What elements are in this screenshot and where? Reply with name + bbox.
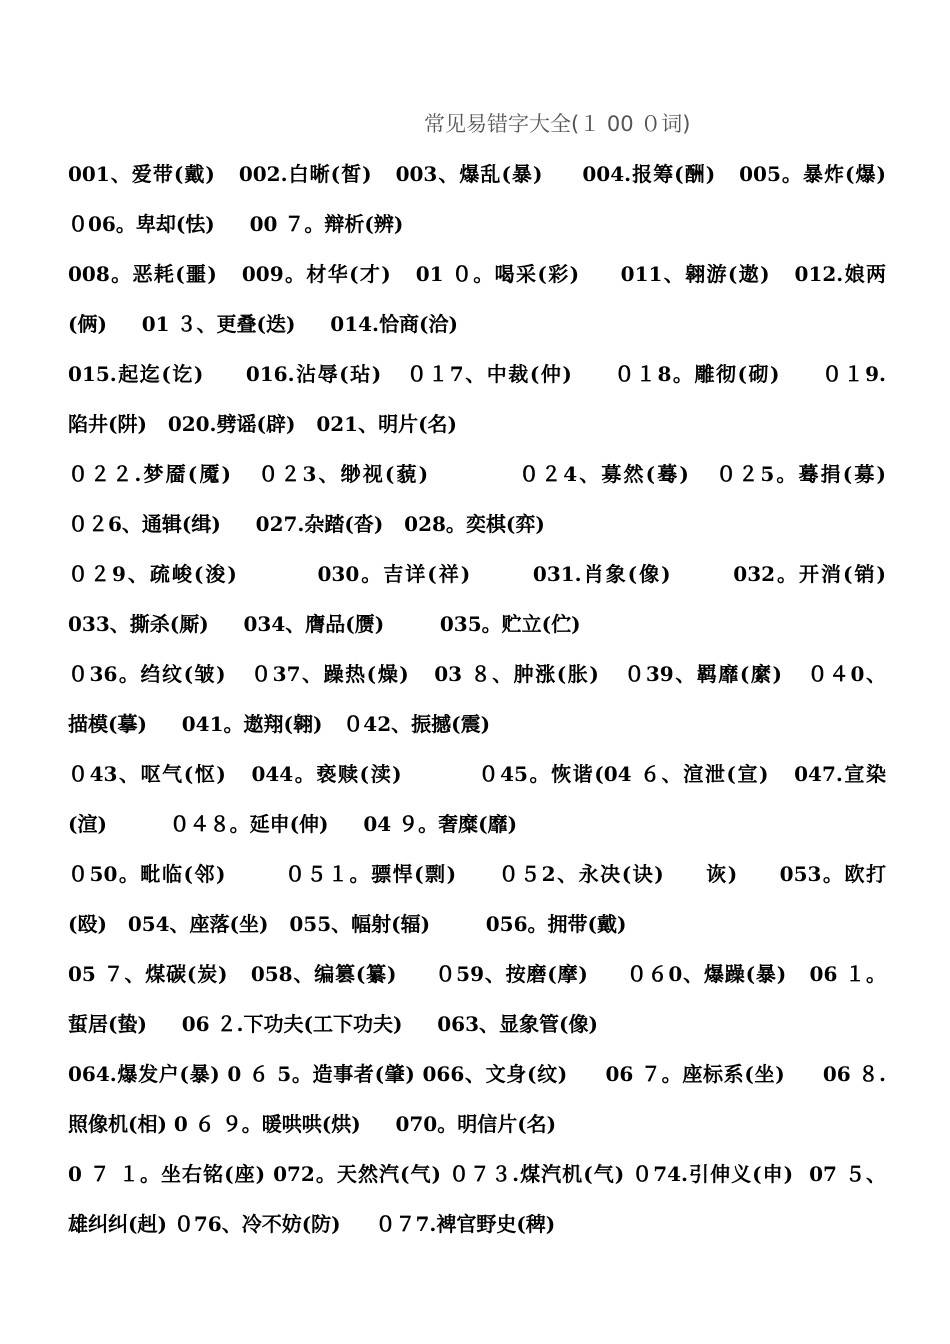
text-line: ０43、呕气(怄) 044。亵赎(渎) ０45。恢谐(04 ６、渲泄(宣) 047.宣染	[68, 762, 886, 786]
text-line: 蜇居(蛰) 06 ２.下功夫(工下功夫) 063、显象管(像)	[68, 1012, 598, 1036]
text-line: (渲) ０４８。延申(伸) 04 ９。奢糜(靡)	[68, 812, 518, 836]
text-line: ０２２.梦靥(魇) ０２3、缈视(藐) ０２4、募然(蓦) ０２5。蓦捐(募)	[68, 462, 886, 486]
text-line: 雄纠纠(赳) ０76、冷不妨(防) ０７7.裨官野史(稗)	[68, 1212, 556, 1236]
text-line: 陷井(阱) 020.劈谣(辟) 021、明片(名)	[68, 412, 458, 436]
text-line: (殴) 054、座落(坐) 055、幅射(辐) 056。拥带(戴)	[68, 912, 627, 936]
text-line: ０06。卑却(怯) 00 ７。辩析(辨)	[68, 212, 404, 236]
text-line: 015.起迄(讫) 016.沾辱(玷) ０１7、中裁(仲) ０１8。雕彻(砌) ０１9.	[68, 362, 886, 386]
document-title: 常见易错字大全(１ 00 ０词)	[424, 112, 691, 136]
text-line: 033、撕杀(厮) 034、膺品(赝) 035。贮立(伫)	[68, 612, 581, 636]
document-body	[68, 154, 886, 1254]
text-line: ０50。毗临(邻) ０５１。骠悍(剽) ０５2、永决(诀) 诙) 053。欧打	[68, 862, 886, 886]
text-line: ０２6、通辑(缉) 027.杂踏(沓) 028。奕棋(弈)	[68, 512, 545, 536]
text-line: 05 ７、煤碳(炭) 058、编篡(纂) ０59、按磨(摩) ０６0、爆躁(暴) 06 １。	[68, 962, 886, 986]
text-line: 照像机(相) 0 ６ ９。暖哄哄(烘) 070。明信片(名)	[68, 1112, 557, 1136]
text-line: 001、爱带(戴) 002.白晰(皙) 003、爆乱(暴) 004.报筹(酬) 005。暴炸(爆)	[68, 162, 886, 186]
text-line: (俩) 01 ３、更叠(迭) 014.恰商(洽)	[68, 312, 458, 336]
text-line: ０２9、疏峻(浚) 030。吉详(祥) 031.肖象(像) 032。开消(销)	[68, 562, 886, 586]
text-line: 描模(摹) 041。遨翔(翱) ０42、振撼(震)	[68, 712, 491, 736]
text-line: 008。恶耗(噩) 009。材华(才) 01 ０。喝采(彩) 011、翱游(遨) 012.娘两	[68, 262, 886, 286]
text-line: 0 ７ １。坐右铭(座) 072。天然汽(气) ０７３.煤汽机(气) ０74.引伸义(申) 07 ５、	[68, 1162, 886, 1186]
text-line: 064.爆发户(暴) 0 ６ 5。造事者(肇) 066、文身(纹) 06 ７。座标系(坐) 06 ８.	[68, 1062, 886, 1086]
text-line: ０36。绉纹(皱) ０37、躁热(燥) 03 ８、肿涨(胀) ０39、羁靡(縻) ０４0、	[68, 662, 886, 686]
